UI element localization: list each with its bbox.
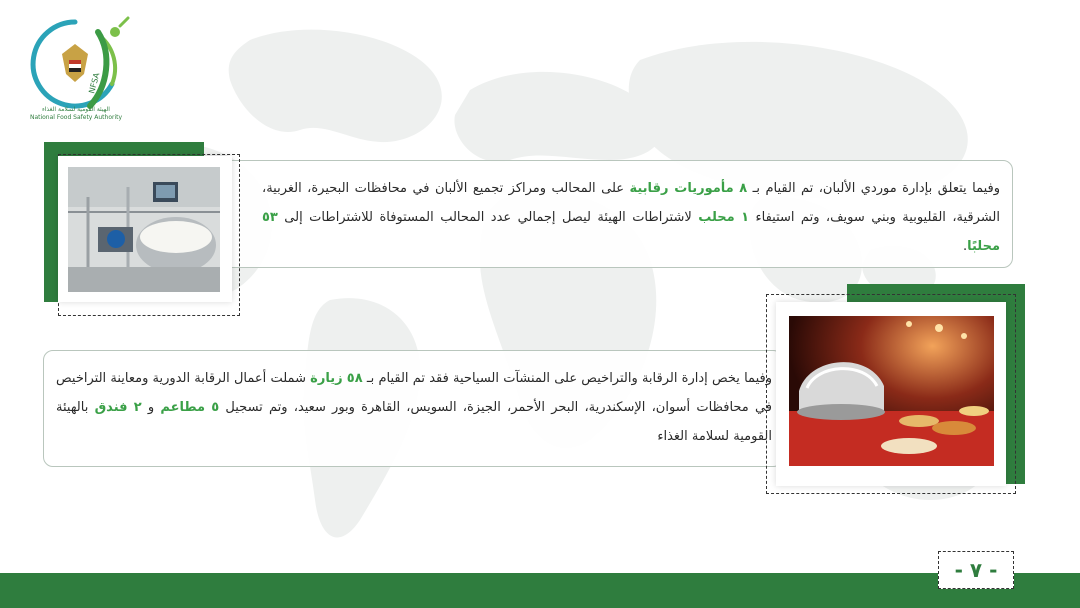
highlight-visits: زيارة bbox=[310, 371, 343, 386]
highlight-inspections: مأموريات رقابية bbox=[629, 181, 734, 196]
logo-name-english: National Food Safety Authority bbox=[29, 114, 123, 121]
section1-photo bbox=[68, 167, 220, 292]
section2-photo bbox=[789, 316, 994, 466]
page-number: - ٧ - bbox=[938, 551, 1014, 589]
section2-paragraph: وفيما يخص إدارة الرقابة والتراخيص على المنشآت السياحية فقد تم القيام بـ ٥٨ زيارة شملت أعمال الرقابة الدورية ومعاينة التراخيص في محافظات أسوان، الإسكندرية، البحر الأحمر، الجيزة، السويس، القاهرة وبور سعيد، وتم تسجيل ٥ مطاعم و ٢ فندق بالهيئة القومية لسلامة الغذاء bbox=[56, 371, 773, 444]
section1-paragraph: وفيما يتعلق بإدارة موردي الألبان، تم القيام بـ ٨ مأموريات رقابية على المحالب ومراكز تجميع الألبان في محافظات البحيرة، الغربية، الشرقية، القليوبية وبني سويف، وتم استيفاء ١ محلب لاشتراطات الهيئة ليصل إجمالي عدد المحالب المستوفاة للاشتراطات إلى ٥٣ محلبًا. bbox=[262, 181, 1001, 254]
buffet-image bbox=[789, 316, 994, 466]
eagle-emblem-icon bbox=[62, 44, 88, 82]
logo-name-arabic: الهيئة القومية لسلامة الغذاء bbox=[42, 106, 110, 113]
dairy-equipment-image bbox=[68, 167, 220, 292]
svg-text:NFSA: NFSA bbox=[87, 71, 102, 95]
footer-bar bbox=[0, 573, 1080, 608]
